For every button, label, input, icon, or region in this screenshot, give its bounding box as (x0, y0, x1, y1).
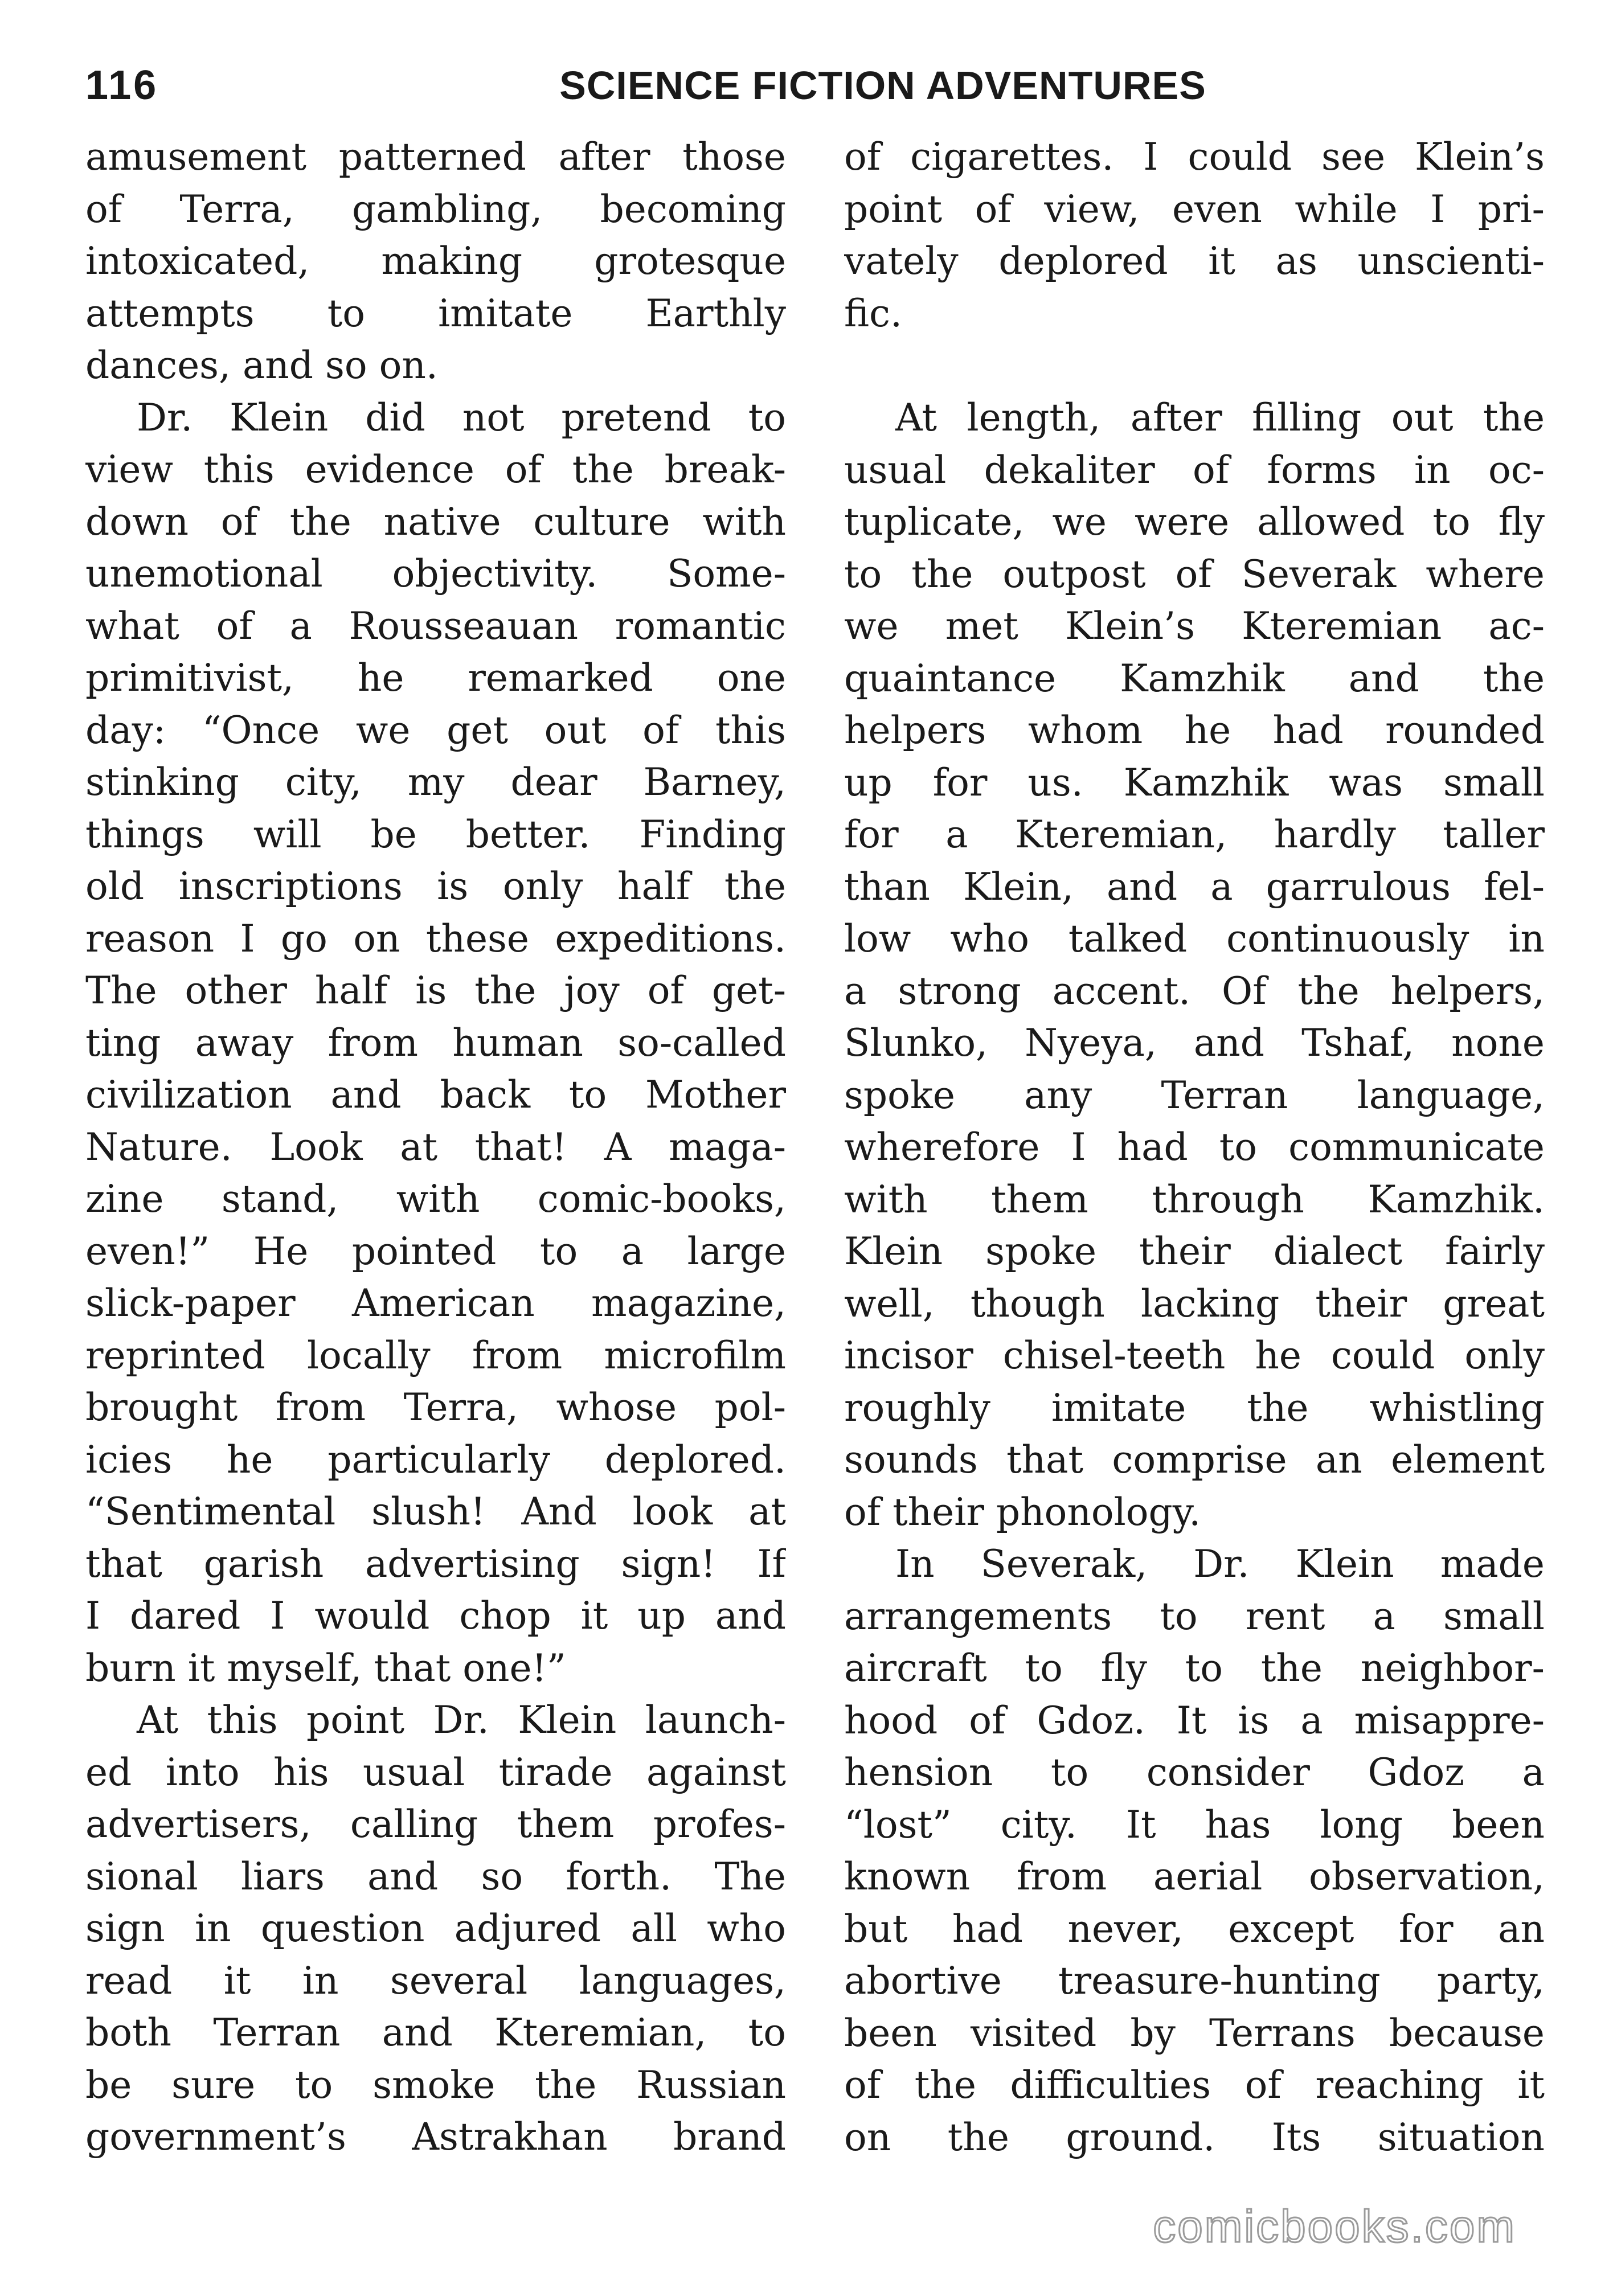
text-line: aircraft to fly to the neighbor- (844, 1646, 1545, 1690)
text-line: attempts to imitate Earthly (85, 291, 786, 335)
text-line: of Terra, gambling, becoming (85, 187, 786, 231)
text-line: primitivist, he remarked one (85, 656, 786, 700)
left-text-column (85, 131, 786, 2163)
text-line: ting away from human so-called (85, 1020, 786, 1065)
text-line: unemotional objectivity. Some- (85, 552, 786, 596)
text-line: but had never, except for an (844, 1906, 1545, 1951)
text-line: on the ground. Its situation (844, 2115, 1545, 2159)
text-line: quaintance Kamzhik and the (844, 656, 1545, 700)
text-line: even!” He pointed to a large (85, 1229, 786, 1273)
text-line: brought from Terra, whose pol- (85, 1385, 786, 1429)
text-line: sional liars and so forth. The (85, 1854, 786, 1899)
text-line: Dr. Klein did not pretend to (137, 395, 786, 440)
text-line: up for us. Kamzhik was small (844, 760, 1545, 805)
text-line (844, 339, 1545, 392)
text-line: slick-paper American magazine, (85, 1281, 786, 1325)
text-line: dances, and so on. (85, 343, 438, 387)
text-line: arrangements to rent a small (844, 1594, 1545, 1638)
text-line: that garish advertising sign! If (85, 1541, 786, 1586)
text-line: reprinted locally from microfilm (85, 1333, 786, 1377)
text-line: spoke any Terran language, (844, 1073, 1545, 1117)
text-line: sign in question adjured all who (85, 1906, 786, 1950)
text-line: read it in several languages, (85, 1958, 786, 2003)
text-line: abortive treasure-hunting party, (844, 1959, 1545, 2003)
watermark-logo: comicbooks.com (1153, 2201, 1516, 2252)
text-line: I dared I would chop it up and (85, 1594, 786, 1638)
text-line: down of the native culture with (85, 499, 786, 544)
text-line: low who talked continuously in (844, 917, 1545, 961)
right-text-column (844, 131, 1545, 2163)
text-line: hood of Gdoz. It is a misappre- (844, 1698, 1545, 1742)
text-line: helpers whom he had rounded (844, 708, 1545, 752)
text-line: icies he particularly deplored. (85, 1437, 786, 1482)
text-line: things will be better. Finding (85, 812, 786, 856)
text-line: a strong accent. Of the helpers, (844, 969, 1545, 1013)
page-number: 116 (85, 63, 159, 108)
text-line: At length, after filling out the (895, 396, 1545, 440)
text-line: both Terran and Kteremian, to (85, 2011, 786, 2055)
text-line: usual dekaliter of forms in oc- (844, 448, 1545, 492)
text-line: Nature. Look at that! A maga- (85, 1125, 786, 1169)
text-line: Slunko, Nyeya, and Tshaf, none (844, 1021, 1545, 1065)
text-line: well, though lacking their great (844, 1281, 1545, 1326)
text-line: zine stand, with comic-books, (85, 1177, 786, 1221)
text-line: advertisers, calling them profes- (85, 1802, 786, 1846)
text-line: with them through Kamzhik. (844, 1177, 1545, 1221)
text-line: In Severak, Dr. Klein made (895, 1542, 1545, 1586)
text-line: been visited by Terrans because (844, 2011, 1545, 2055)
text-line: of the difficulties of reaching it (844, 2063, 1545, 2107)
running-head: SCIENCE FICTION ADVENTURES (559, 63, 1206, 108)
text-line: amusement patterned after those (85, 135, 786, 179)
text-line: sounds that comprise an element (844, 1438, 1545, 1482)
text-line: The other half is the joy of get- (85, 969, 786, 1012)
text-line: ed into his usual tirade against (85, 1750, 786, 1794)
text-line: vately deplored it as unscienti- (844, 239, 1545, 283)
text-line: hension to consider Gdoz a (844, 1750, 1545, 1794)
text-line: of cigarettes. I could see Klein’s (844, 135, 1545, 179)
text-line: point of view, even while I pri- (844, 187, 1545, 231)
text-line: wherefore I had to communicate (844, 1125, 1545, 1169)
text-line: roughly imitate the whistling (844, 1385, 1545, 1430)
text-line: stinking city, my dear Barney, (85, 760, 786, 804)
text-line: civilization and back to Mother (85, 1073, 786, 1117)
text-line: incisor chisel-teeth he could only (844, 1334, 1545, 1377)
text-line: we met Klein’s Kteremian ac- (844, 604, 1545, 648)
text-line: to the outpost of Severak where (844, 552, 1545, 596)
text-line: than Klein, and a garrulous fel- (844, 864, 1545, 909)
text-line: of their phonology. (844, 1490, 1201, 1534)
text-line: fic. (844, 291, 902, 335)
text-line: day: “Once we get out of this (85, 708, 786, 752)
text-line: known from aerial observation, (844, 1855, 1545, 1899)
text-line: tuplicate, we were allowed to fly (844, 500, 1545, 544)
text-line: reason I go on these expeditions. (85, 916, 786, 961)
text-line: burn it myself, that one!” (85, 1646, 566, 1690)
text-line: intoxicated, making grotesque (85, 239, 786, 283)
text-line: Klein spoke their dialect fairly (844, 1229, 1545, 1273)
text-line: “Sentimental slush! And look at (85, 1490, 786, 1534)
text-line: for a Kteremian, hardly taller (844, 813, 1545, 856)
text-line: government’s Astrakhan brand (85, 2115, 786, 2159)
text-line: what of a Rousseauan romantic (85, 604, 786, 648)
text-line: view this evidence of the break- (85, 448, 786, 491)
text-line: “lost” city. It has long been (844, 1802, 1545, 1847)
text-line: At this point Dr. Klein launch- (137, 1698, 786, 1742)
text-line: old inscriptions is only half the (85, 864, 786, 908)
text-line: be sure to smoke the Russian (85, 2063, 786, 2107)
